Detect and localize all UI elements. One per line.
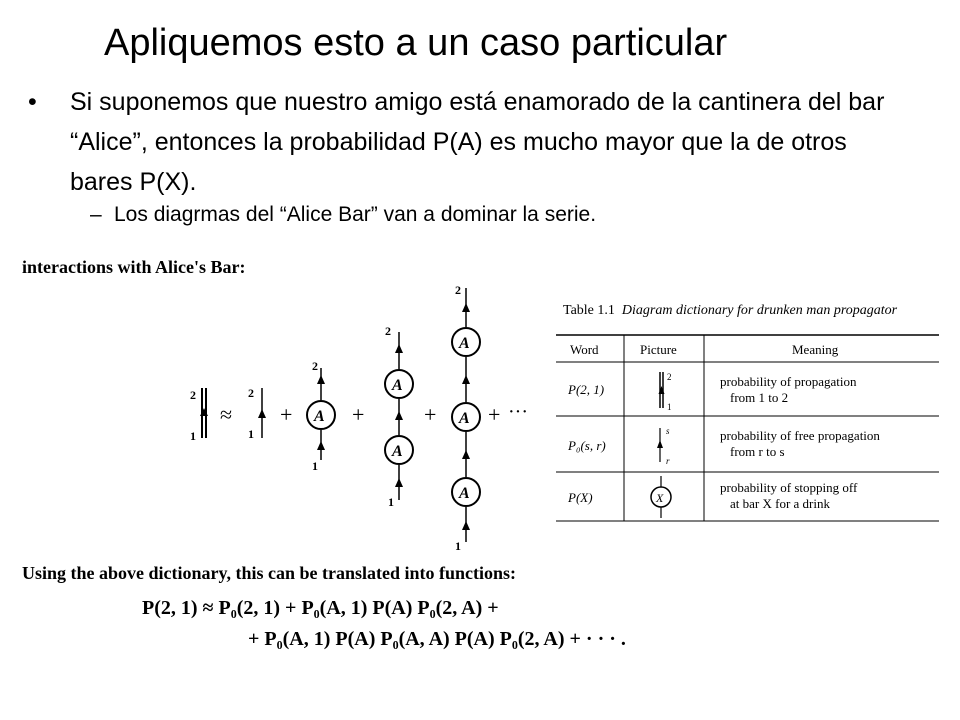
bullet-marker: • bbox=[28, 88, 37, 116]
row-meaning-line2: from 1 to 2 bbox=[730, 390, 789, 405]
one-vertex-diagram bbox=[307, 359, 335, 473]
picture-node-label: X bbox=[656, 491, 664, 505]
plus-sign: + bbox=[352, 402, 365, 427]
three-vertex-diagram bbox=[452, 283, 480, 553]
diagram-label-bottom: 1 bbox=[455, 539, 461, 553]
node-label: A bbox=[392, 377, 403, 394]
diagram-label-top: 2 bbox=[190, 388, 196, 402]
row-meaning-line1: probability of free propagation bbox=[720, 428, 880, 443]
node-label: A bbox=[459, 335, 470, 352]
free-propagator-diagram bbox=[248, 386, 266, 441]
row-word: P₀(s, r) bbox=[568, 438, 606, 453]
slide-title: Apliquemos esto a un caso particular bbox=[104, 22, 728, 64]
row-word: P(2, 1) bbox=[568, 382, 605, 397]
formula-line-2: + P₀(A, 1) P(A) P₀(A, A) P(A) P₀(2, A) + · · · . bbox=[248, 628, 626, 650]
sub-bullet-text: Los diagrmas del “Alice Bar” van a dominar la serie. bbox=[114, 203, 597, 226]
formula-line-1: P(2, 1) ≈ P₀(2, 1) + P₀(A, 1) P(A) P₀(2, A) + bbox=[142, 597, 499, 619]
diagram-label-bottom: 1 bbox=[312, 459, 318, 473]
diagram-label-top: 2 bbox=[248, 386, 254, 400]
diagram-label-bottom: 1 bbox=[248, 427, 254, 441]
table-caption-title: Diagram dictionary for drunken man propagator bbox=[621, 303, 898, 318]
row-word: P(X) bbox=[568, 490, 593, 505]
translation-heading: Using the above dictionary, this can be translated into functions: bbox=[22, 563, 517, 583]
row-meaning-line2: from r to s bbox=[730, 444, 785, 459]
table-caption-prefix: Table 1.1 bbox=[563, 303, 615, 318]
bullet-text: Si suponemos que nuestro amigo está enamorado de la cantinera del bar “Alice”, entonces la probabilidad P(A) es mucho mayor que la de otros bares P(X). bbox=[70, 88, 885, 196]
sub-bullet-marker: – bbox=[90, 203, 102, 226]
plus-sign: + bbox=[280, 402, 293, 427]
dictionary-table bbox=[556, 334, 939, 522]
picture-label-bottom: 1 bbox=[667, 402, 672, 412]
table-caption bbox=[563, 303, 897, 319]
picture-label-top: s bbox=[666, 426, 670, 436]
two-vertex-diagram bbox=[385, 324, 413, 509]
full-propagator-diagram bbox=[190, 388, 208, 443]
node-label: A bbox=[392, 443, 403, 460]
node-label: A bbox=[459, 410, 470, 427]
node-label: A bbox=[314, 408, 325, 425]
approx-sign: ≈ bbox=[220, 402, 233, 427]
picture-label-top: 2 bbox=[667, 372, 672, 382]
diagram-label-top: 2 bbox=[455, 283, 461, 297]
header-meaning: Meaning bbox=[792, 342, 839, 357]
ellipsis: ··· bbox=[508, 401, 528, 423]
node-label: A bbox=[459, 485, 470, 502]
row-meaning-line2: at bar X for a drink bbox=[730, 496, 830, 511]
diagram-label-top: 2 bbox=[312, 359, 318, 373]
diagram-label-bottom: 1 bbox=[388, 495, 394, 509]
header-picture: Picture bbox=[640, 342, 677, 357]
diagram-label-top: 2 bbox=[385, 324, 391, 338]
row-meaning-line1: probability of propagation bbox=[720, 374, 857, 389]
picture-label-bottom: r bbox=[666, 456, 670, 466]
plus-sign: + bbox=[488, 402, 501, 427]
row-meaning-line1: probability of stopping off bbox=[720, 480, 858, 495]
interactions-heading: interactions with Alice's Bar: bbox=[22, 257, 246, 277]
header-word: Word bbox=[570, 342, 599, 357]
plus-sign: + bbox=[424, 402, 437, 427]
diagram-label-bottom: 1 bbox=[190, 429, 196, 443]
diagram-series bbox=[170, 280, 550, 555]
